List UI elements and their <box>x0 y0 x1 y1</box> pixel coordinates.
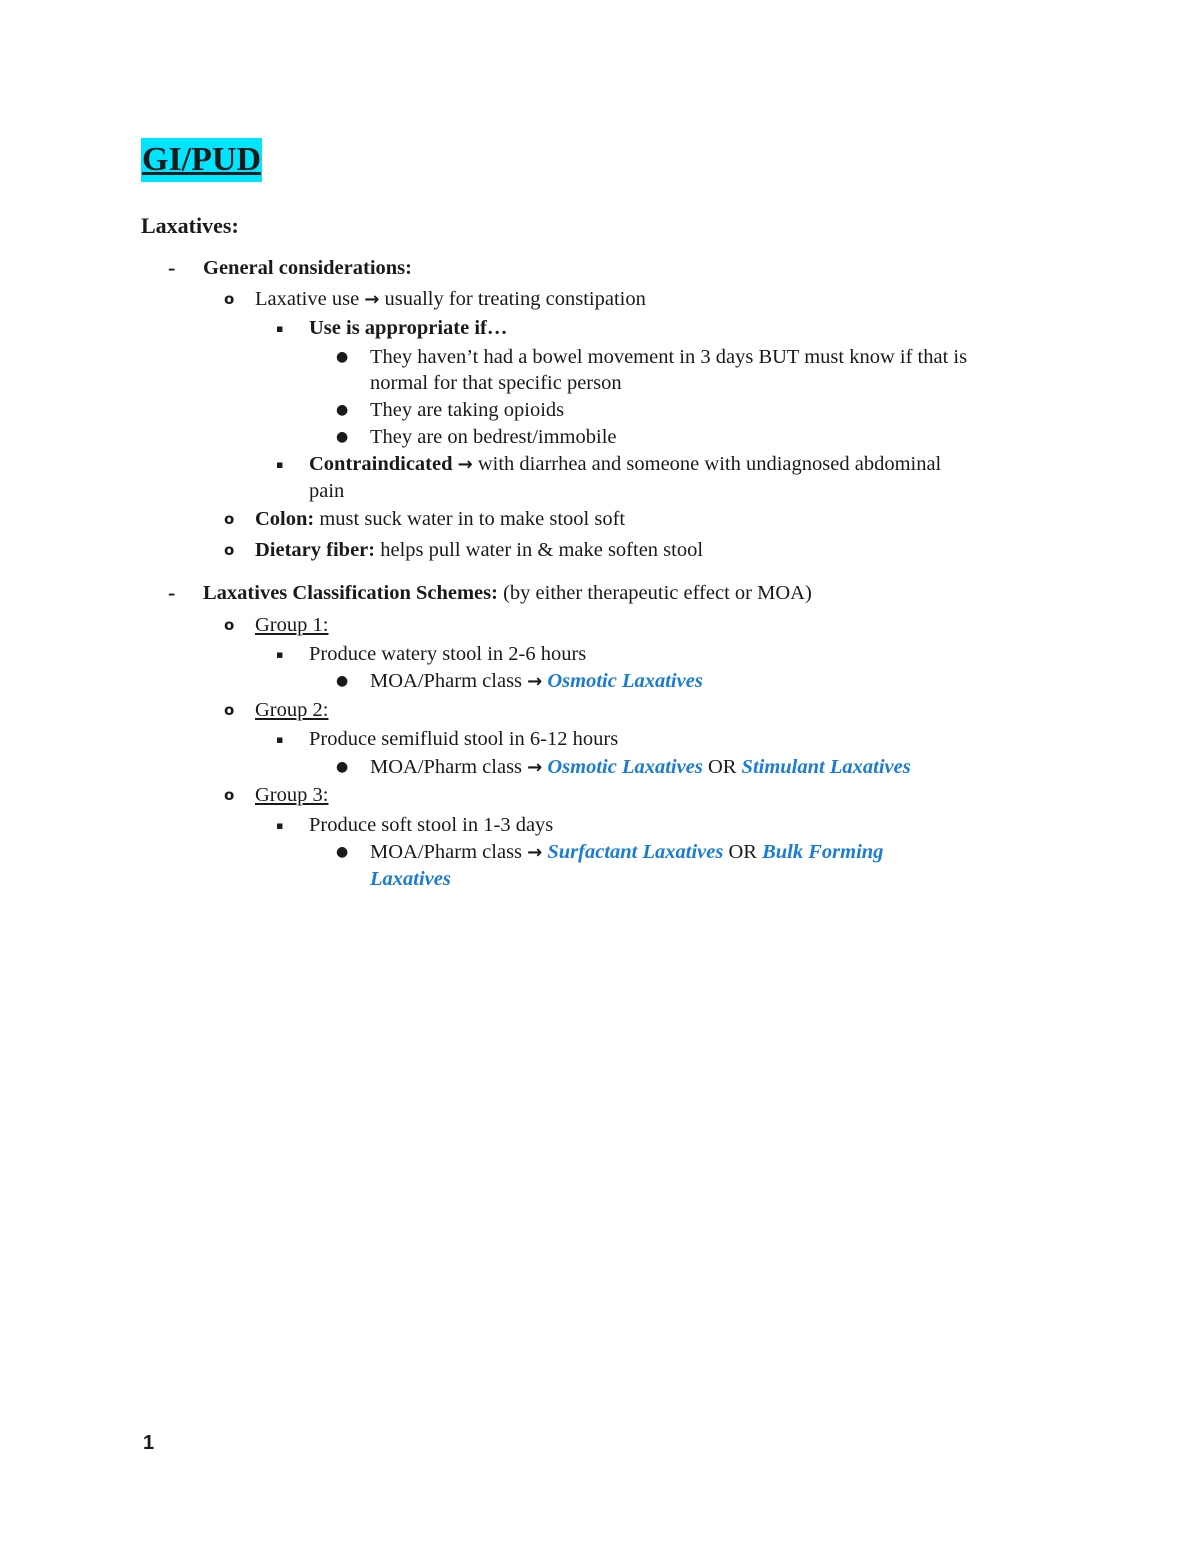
osmotic-laxatives-class: Osmotic Laxatives <box>547 756 703 778</box>
appropriate-item-bowel-line1: They haven’t had a bowel movement in 3 days BUT must know if that is <box>370 346 968 368</box>
osmotic-laxatives-class: Osmotic Laxatives <box>547 670 703 692</box>
classification-label: Laxatives Classification Schemes: <box>203 582 498 604</box>
dash-bullet: - <box>168 580 176 605</box>
classification-note: (by either therapeutic effect or MOA) <box>497 582 812 604</box>
group-1-moa <box>370 668 703 695</box>
laxative-use-label: Laxative use <box>255 288 365 310</box>
moa-label: MOA/Pharm class <box>370 670 528 692</box>
bulk-forming-class-line2: Laxatives <box>370 868 451 890</box>
appropriate-item-bedrest: They are on bedrest/immobile <box>370 426 617 448</box>
dot-bullet: ● <box>336 349 349 365</box>
contraindicated-text-line2: pain <box>309 480 345 502</box>
dot-bullet: ● <box>336 759 349 775</box>
circle-bullet: o <box>224 541 235 559</box>
colon-text: must suck water in to make stool soft <box>314 508 626 530</box>
square-bullet: ▪ <box>276 648 284 661</box>
contraindicated-text: with diarrhea and someone with undiagnosed abdominal <box>472 453 942 475</box>
section-heading: Laxatives: <box>141 213 239 238</box>
dietary-fiber-label: Dietary fiber: <box>255 539 376 561</box>
group-1-label: Group 1: <box>255 614 329 636</box>
moa-label: MOA/Pharm class <box>370 756 528 778</box>
arrow-icon: → <box>364 289 380 310</box>
group-2-moa <box>370 754 911 781</box>
square-bullet: ▪ <box>276 733 284 746</box>
moa-label: MOA/Pharm class <box>370 841 528 863</box>
circle-bullet: o <box>224 290 235 308</box>
classification-heading <box>203 580 812 607</box>
circle-bullet: o <box>224 510 235 528</box>
group-2-description: Produce semifluid stool in 6-12 hours <box>309 728 619 750</box>
arrow-icon: → <box>527 671 543 692</box>
group-2-label: Group 2: <box>255 699 329 721</box>
circle-bullet: o <box>224 701 235 719</box>
arrow-icon: → <box>527 842 543 863</box>
or-text: OR <box>723 841 763 863</box>
colon-label: Colon: <box>255 508 315 530</box>
general-considerations-heading: General considerations: <box>203 257 412 279</box>
dash-bullet: - <box>168 255 176 280</box>
bulk-forming-class: Bulk Forming <box>762 841 884 863</box>
dietary-fiber-item <box>255 537 703 564</box>
square-bullet: ▪ <box>276 458 284 471</box>
circle-bullet: o <box>224 786 235 804</box>
dot-bullet: ● <box>336 844 349 860</box>
use-appropriate-heading: Use is appropriate if… <box>309 317 508 339</box>
circle-bullet: o <box>224 616 235 634</box>
arrow-icon: → <box>527 757 543 778</box>
stimulant-laxatives-class: Stimulant Laxatives <box>741 756 911 778</box>
group-3-description: Produce soft stool in 1-3 days <box>309 814 554 836</box>
dietary-fiber-text: helps pull water in & make soften stool <box>375 539 704 561</box>
dot-bullet: ● <box>336 673 349 689</box>
appropriate-item-opioids: They are taking opioids <box>370 399 565 421</box>
laxative-use-item <box>255 286 646 313</box>
group-1-description: Produce watery stool in 2-6 hours <box>309 643 587 665</box>
page-number: 1 <box>143 1432 155 1454</box>
colon-item <box>255 506 625 533</box>
contraindicated-label: Contraindicated <box>309 453 458 475</box>
page-title: GI/PUD <box>141 138 262 182</box>
laxative-use-text: usually for treating constipation <box>379 288 646 310</box>
or-text: OR <box>702 756 742 778</box>
group-3-moa <box>370 839 883 866</box>
group-3-label: Group 3: <box>255 784 329 806</box>
contraindicated-item <box>309 451 941 478</box>
square-bullet: ▪ <box>276 819 284 832</box>
dot-bullet: ● <box>336 402 349 418</box>
arrow-icon: → <box>457 454 473 475</box>
dot-bullet: ● <box>336 429 349 445</box>
surfactant-laxatives-class: Surfactant Laxatives <box>547 841 724 863</box>
square-bullet: ▪ <box>276 322 284 335</box>
appropriate-item-bowel-line2: normal for that specific person <box>370 372 622 394</box>
